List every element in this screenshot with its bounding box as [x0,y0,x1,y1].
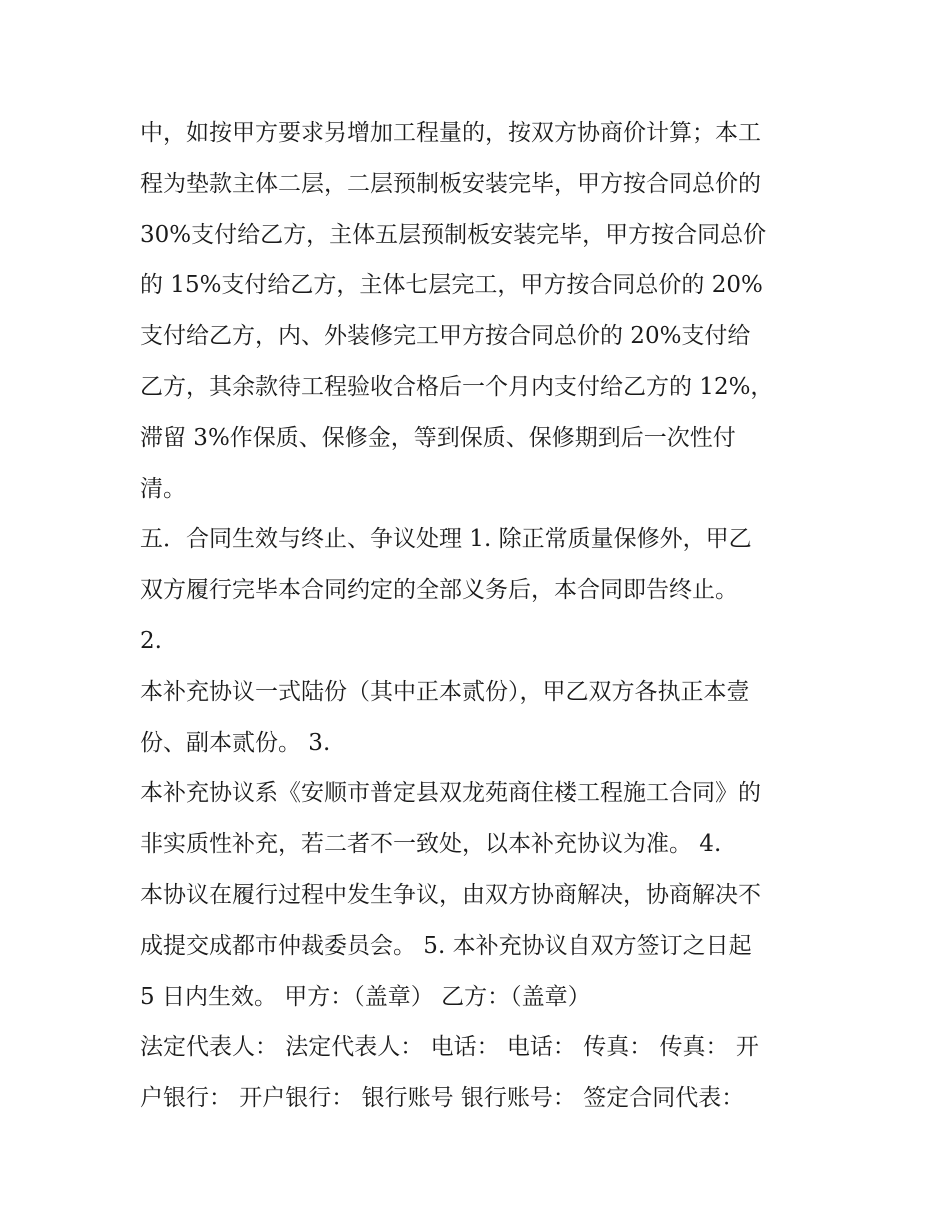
text-line: 30%支付给乙方，主体五层预制板安装完毕，甲方按合同总价 [140,221,767,248]
text-line: 本补充协议一式陆份（其中正本贰份），甲乙双方各执正本壹 [140,678,750,705]
text-line: 双方履行完毕本合同约定的全部义务后，本合同即告终止。 [140,577,738,604]
text-line: 的 15%支付给乙方，主体七层完工，甲方按合同总价的 20% [140,272,763,299]
text-line: 本协议在履行过程中发生争议，由双方协商解决，协商解决不 [140,881,761,908]
text-line: 中，如按甲方要求另增加工程量的，按双方协商价计算；本工 [140,120,761,146]
signature-line: 5 日内生效。 甲方：（盖章） 乙方：（盖章） [140,983,591,1010]
text-line: 份、副本贰份。 3. [140,729,331,756]
text-line: 程为垫款主体二层，二层预制板安装完毕，甲方按合同总价的 [140,170,761,197]
text-line: 本补充协议系《安顺市普定县双龙苑商住楼工程施工合同》的 [140,780,761,807]
text-line: 滞留 3%作保质、保修金，等到保质、保修期到后一次性付 [140,424,736,451]
section-heading-line: 五．合同生效与终止、争议处理 1. 除正常质量保修外，甲乙 [140,526,752,553]
clause-number: 2. [140,627,162,654]
text-line: 非实质性补充，若二者不一致处，以本补充协议为准。 4. [140,831,722,858]
text-line: 乙方，其余款待工程验收合格后一个月内支付给乙方的 12%， [140,373,774,400]
text-line: 支付给乙方，内、外装修完工甲方按合同总价的 20%支付给 [140,323,751,350]
signature-fields-line: 户银行： 开户银行： 银行账号 银行账号： 签定合同代表： [140,1085,745,1112]
text-line: 成提交成都市仲裁委员会。 5. 本补充协议自双方签订之日起 [140,932,752,959]
signature-fields-line: 法定代表人： 法定代表人： 电话： 电话： 传真： 传真： 开 [140,1034,759,1061]
text-line: 清。 [140,475,186,502]
contract-text [140,108,820,1124]
